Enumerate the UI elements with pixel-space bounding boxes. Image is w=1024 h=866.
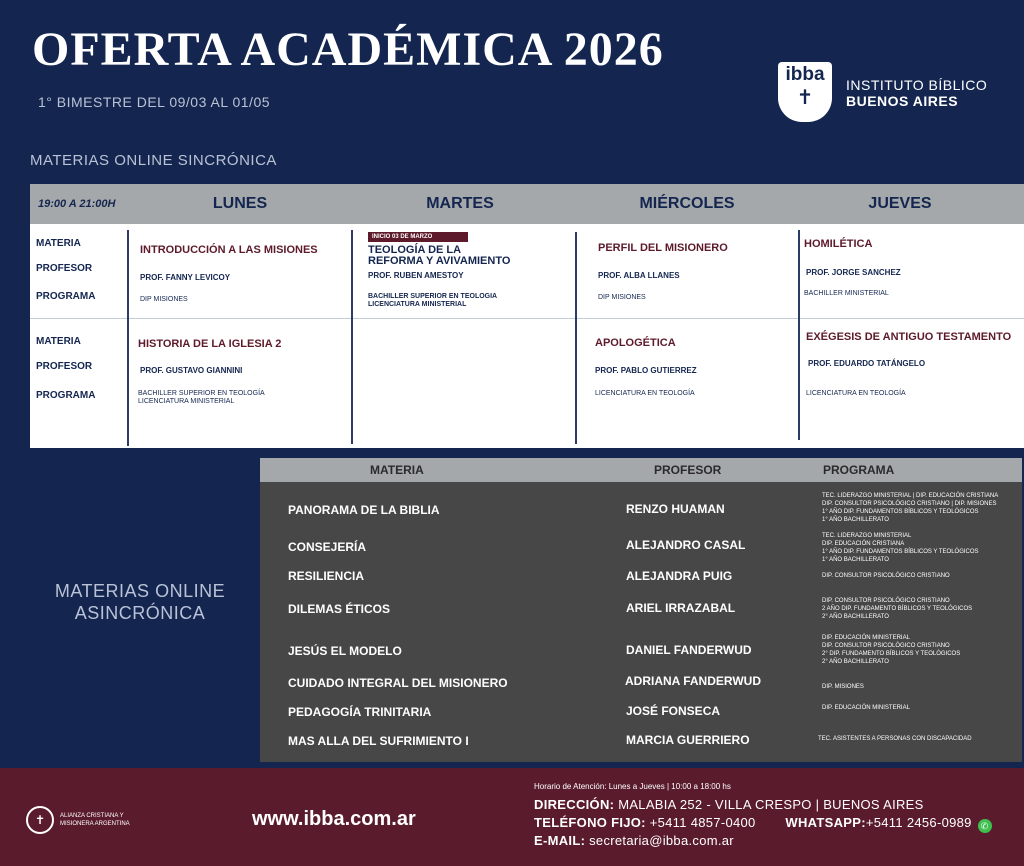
column-divider [127,230,129,446]
course-professor: PROF. JORGE SANCHEZ [806,268,901,277]
async-course-title: CUIDADO INTEGRAL DEL MISIONERO [288,676,508,690]
column-divider [575,232,577,444]
program-line: 2° AÑO BACHILLERATO [822,614,889,620]
async-course-program [818,735,972,743]
course-program: LICENCIATURA EN TEOLOGÍA [806,390,906,397]
row-label-programa: PROGRAMA [36,291,96,302]
program-line: DIP. CONSULTOR PSICOLÓGICO CRISTIANO [822,643,950,649]
course-program: LICENCIATURA EN TEOLOGÍA [595,390,695,397]
header-programa: PROGRAMA [823,463,895,477]
course-program-line1: BACHILLER SUPERIOR EN TEOLOGIA [368,293,498,300]
course-title: HISTORIA DE LA IGLESIA 2 [138,338,282,350]
async-course-professor: MARCIA GUERRIERO [626,733,750,747]
course-title: HOMILÉTICA [804,238,873,250]
course-professor: PROF. FANNY LEVICOY [140,273,231,282]
async-course-program [822,492,998,524]
async-course-professor: ADRIANA FANDERWUD [625,674,761,688]
row-label-profesor: PROFESOR [36,361,93,372]
program-line: DIP. CONSULTOR PSICOLÓGICO CRISTIANO [822,573,950,579]
async-course-title: PEDAGOGÍA TRINITARIA [288,705,432,719]
async-course-program [822,704,910,712]
office-hours: Horario de Atención: Lunes a Jueves | 10:00 a 18:00 hs [534,782,731,791]
course-professor: PROF. PABLO GUTIERREZ [595,366,697,375]
footer [0,768,1024,866]
async-course-title: PANORAMA DE LA BIBLIA [288,503,440,517]
column-divider [351,230,353,444]
program-line: 1° AÑO BACHILLERATO [822,517,889,523]
start-date-badge: INICIO 03 DE MARZO [368,232,468,242]
email-line [534,833,734,848]
day-miercoles: MIÉRCOLES [639,195,735,212]
course-program-line2: LICENCIATURA MINISTERIAL [368,301,467,308]
sync-header-bar [30,184,1024,224]
program-line: TEC. ASISTENTES A PERSONAS CON DISCAPACIDAD [818,736,972,742]
course-professor: PROF. GUSTAVO GIANNINI [140,366,243,375]
sync-time: 19:00 A 21:00H [38,198,116,210]
course-professor: PROF. EDUARDO TATÁNGELO [808,359,926,368]
async-course-program [822,683,864,691]
alliance-name [60,812,130,828]
institute-name [846,77,987,109]
row-label-materia: MATERIA [36,336,81,347]
institute-line1: INSTITUTO BÍBLICO [846,77,988,93]
institute-line2: BUENOS AIRES [846,93,959,109]
course-program: DIP MISIONES [140,296,188,303]
header-materia: MATERIA [370,463,424,477]
day-lunes: LUNES [212,195,268,212]
program-line: DIP. CONSULTOR PSICOLÓGICO CRISTIANO [822,598,950,604]
course-program: DIP MISIONES [598,294,646,301]
alliance-line1: ALIANZA CRISTIANA Y [60,813,124,819]
async-course-program [822,532,979,564]
whatsapp-value[interactable]: +5411 2456-0989 [865,815,972,830]
day-martes: MARTES [426,195,494,212]
sync-section-label: MATERIAS ONLINE SINCRÓNICA [30,152,277,169]
async-course-title: DILEMAS ÉTICOS [288,602,391,616]
async-course-program [822,634,960,666]
async-course-professor: JOSÉ FONSECA [626,704,721,718]
row-label-materia: MATERIA [36,238,81,249]
program-line: 2° DIP. FUNDAMENTO BÍBLICOS Y TEOLÓGICOS [822,651,961,657]
async-course-professor: DANIEL FANDERWUD [626,643,752,657]
phone-line [534,815,992,833]
course-title-line1: TEOLOGÍA DE LA [368,244,462,256]
whatsapp-icon: ✆ [978,819,992,833]
header-profesor: PROFESOR [654,463,722,477]
course-title-line2: REFORMA Y AVIVAMIENTO [368,255,511,267]
address-line [534,797,924,812]
course-title: APOLOGÉTICA [595,337,676,349]
async-label-line1: MATERIAS ONLINE [54,581,226,601]
program-line: TEC. LIDERAZGO MINISTERIAL [822,533,912,539]
whatsapp-label: WHATSAPP: [785,815,866,830]
async-section-label [30,580,250,624]
phone-value[interactable]: +5411 4857-0400 [649,815,756,830]
course-program: BACHILLER MINISTERIAL [804,290,889,297]
course-professor: PROF. ALBA LLANES [598,271,680,280]
async-course-table [260,458,1022,762]
async-course-title: MAS ALLA DEL SUFRIMIENTO I [288,734,469,748]
course-program-line1: BACHILLER SUPERIOR EN TEOLOGÍA [138,390,265,397]
async-course-title: CONSEJERÍA [288,540,367,554]
async-label-line2: ASINCRÓNICA [74,603,206,623]
row-label-programa: PROGRAMA [36,390,96,401]
email-label: E-MAIL: [534,833,586,848]
column-divider [798,230,800,440]
sync-schedule-grid [30,224,1024,448]
website-link[interactable]: www.ibba.com.ar [252,808,416,830]
async-course-professor: ARIEL IRRAZABAL [626,601,736,615]
async-course-title: JESÚS EL MODELO [288,644,402,658]
async-course-professor: ALEJANDRO CASAL [626,538,746,552]
alliance-line2: MISIONERA ARGENTINA [60,821,130,827]
program-line: 1° AÑO BACHILLERATO [822,557,889,563]
course-title: PERFIL DEL MISIONERO [598,242,728,254]
phone-label: TELÉFONO FIJO: [534,815,646,830]
address-label: DIRECCIÓN: [534,797,615,812]
program-line: DIP. EDUCACIÓN MINISTERIAL [822,705,910,711]
async-course-professor: RENZO HUAMAN [626,502,725,516]
async-course-professor: ALEJANDRA PUIG [626,569,733,583]
row-label-profesor: PROFESOR [36,263,93,274]
page-title: OFERTA ACADÉMICA 2026 [32,23,664,76]
async-course-program [822,597,972,621]
course-title: EXÉGESIS DE ANTIGUO TESTAMENTO [806,331,1012,343]
program-line: 2° AÑO BACHILLERATO [822,659,889,665]
async-course-title: RESILIENCIA [288,569,365,583]
period-subtitle: 1° BIMESTRE DEL 09/03 AL 01/05 [38,94,271,110]
email-value[interactable]: secretaria@ibba.com.ar [589,833,734,848]
cross-icon: ✝ [796,87,814,109]
row-divider [30,318,1024,319]
alliance-logo-icon: ✝ [26,806,54,834]
program-line: TEC. LIDERAZGO MINISTERIAL | DIP. EDUCACIÓN CRISTIANA [822,493,999,499]
address-value: MALABIA 252 - VILLA CRESPO | BUENOS AIRES [618,797,924,812]
course-title: INTRODUCCIÓN A LAS MISIONES [140,244,318,256]
program-line: 2 AÑO DIP. FUNDAMENTO BÍBLICOS Y TEOLÓGICOS [822,606,973,612]
async-header-bar [260,458,1022,482]
program-line: DIP. EDUCACIÓN CRISTIANA [822,541,905,547]
program-line: DIP. MISIONES [822,684,864,690]
program-line: DIP. CONSULTOR PSICOLÓGICO CRISTIANO | DIP. MISIONES [822,501,997,507]
course-professor: PROF. RUBEN AMESTOY [368,271,464,280]
program-line: DIP. EDUCACIÓN MINISTERIAL [822,635,910,641]
async-course-program [822,572,950,580]
program-line: 1° AÑO DIP. FUNDAMENTOS BÍBLICOS Y TEOLÓGICOS [822,549,979,555]
day-jueves: JUEVES [868,195,932,212]
ibba-logo [778,62,832,122]
course-program-line2: LICENCIATURA MINISTERIAL [138,398,235,405]
logo-text: ibba [785,64,825,85]
program-line: 1° AÑO DIP. FUNDAMENTOS BÍBLICOS Y TEOLÓGICOS [822,509,979,515]
